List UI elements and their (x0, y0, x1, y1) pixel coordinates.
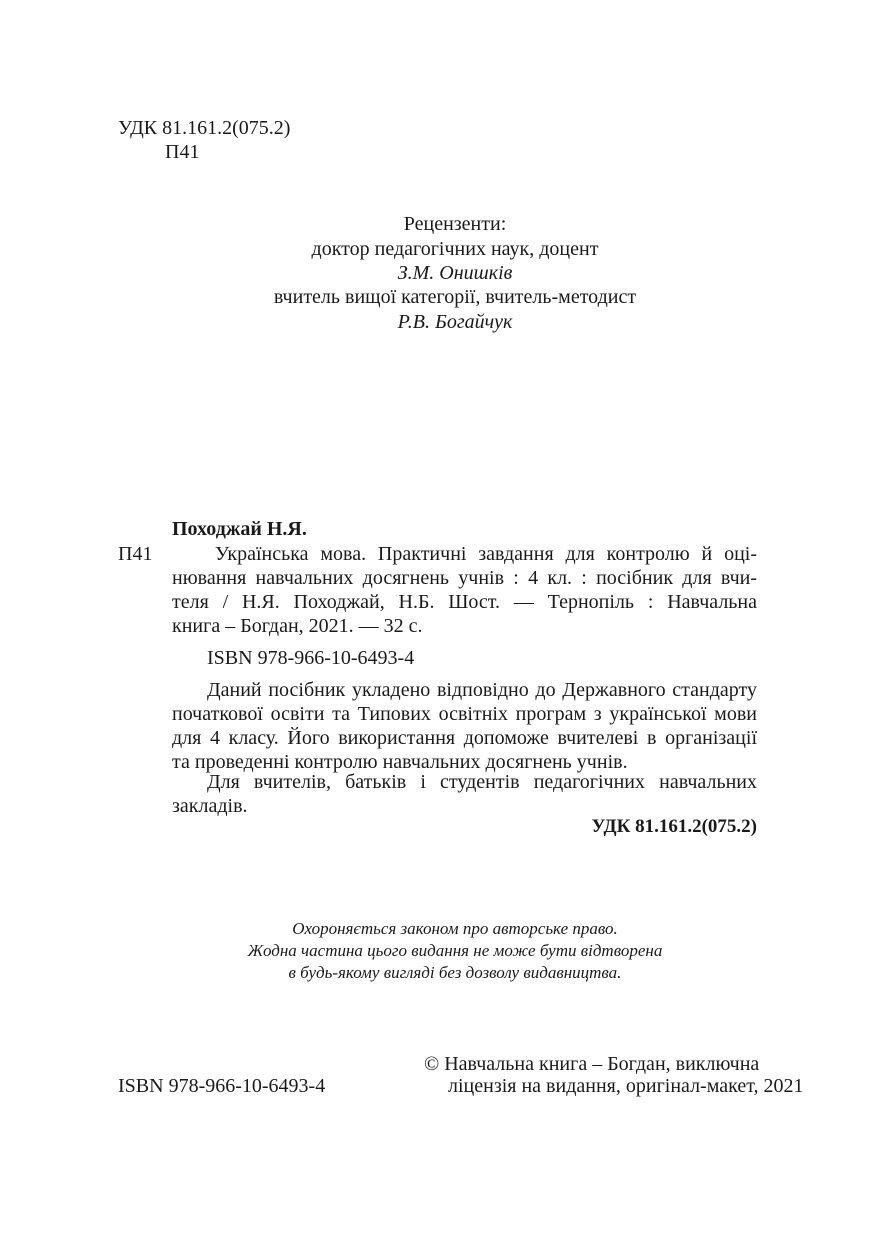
reviewer2-title: вчитель вищої категорії, вчитель-методист (273, 286, 637, 308)
audience-line: закладів. (172, 795, 248, 817)
copyright-line: в будь-якому вигляді без дозволу видавництва. (288, 963, 622, 982)
index-code-top: П41 (165, 141, 200, 163)
reviewer1-title: доктор педагогічних наук, доцент (311, 238, 599, 260)
annotation-line: початкової освіти та Типових освітніх програм з української мови (172, 703, 757, 725)
annotation-line: та проведенні контролю навчальних досягнень учнів. (172, 751, 628, 773)
audience-line: Для вчителів, батьків і студентів педагогічних навчальних (207, 771, 757, 793)
reviewer1-name: З.М. Онишків (397, 262, 513, 284)
annotation-line: для 4 класу. Його використання допоможе вчителеві в організації (172, 727, 757, 749)
description-line: теля / Н.Я. Походжай, Н.Б. Шост. — Тернопіль : Навчальна (172, 591, 757, 613)
publisher-line: © Навчальна книга – Богдан, виключна (424, 1053, 760, 1075)
udk-code-bottom: УДК 81.161.2(075.2) (591, 816, 757, 837)
annotation-line: Даний посібник укладено відповідно до Державного стандарту (207, 679, 757, 701)
description-line: книга – Богдан, 2021. — 32 с. (172, 615, 423, 637)
description-line: Українська мова. Практичні завдання для контролю й оці- (215, 543, 757, 565)
catalog-author: Походжай Н.Я. (172, 518, 307, 540)
reviewers-heading: Рецензенти: (403, 213, 507, 235)
footer-isbn: ISBN 978-966-10-6493-4 (118, 1075, 326, 1097)
copyright-line: Жодна частина цього видання не може бути відтворена (247, 941, 663, 960)
reviewer2-name: Р.В. Богайчук (397, 311, 513, 333)
description-line: нювання навчальних досягнень учнів : 4 кл. : посібник для вчи- (172, 567, 757, 589)
catalog-index: П41 (118, 543, 153, 565)
copyright-line: Охороняється законом про авторське право. (292, 919, 618, 938)
catalog-isbn: ISBN 978-966-10-6493-4 (207, 647, 415, 669)
publisher-line: ліцензія на видання, оригінал-макет, 2021 (448, 1075, 804, 1097)
udk-code-top: УДК 81.161.2(075.2) (118, 117, 291, 139)
